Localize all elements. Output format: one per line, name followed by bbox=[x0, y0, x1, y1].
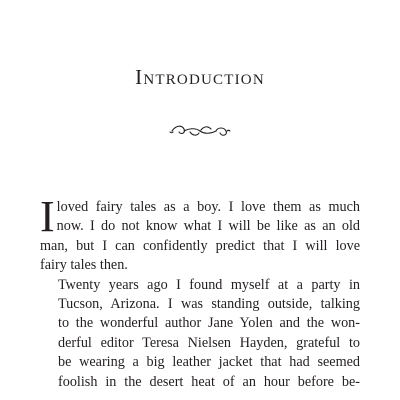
body-text bbox=[40, 192, 360, 392]
text-line: derful editor Teresa Nielsen Hayden, grateful to bbox=[58, 334, 360, 351]
text-line: fairy tales then. bbox=[40, 257, 128, 274]
text-line: to the wonderful author Jane Yolen and the won- bbox=[58, 315, 360, 332]
text-line: man, but I can confidently predict that I will love bbox=[40, 237, 360, 254]
paragraph-1 bbox=[40, 192, 360, 276]
decorative-flourish-icon bbox=[168, 122, 232, 140]
text-line: Tucson, Arizona. I was standing outside, talking bbox=[58, 296, 360, 313]
text-line: Twenty years ago I found myself at a party in bbox=[58, 276, 360, 293]
drop-cap: I bbox=[40, 192, 55, 241]
text-line: loved fairy tales as a boy. I love them as much bbox=[56, 199, 360, 215]
text-line: foolish in the desert heat of an hour before be- bbox=[58, 373, 360, 390]
text-line: now. I do not know what I will be like as an old bbox=[56, 218, 360, 235]
paragraph-2 bbox=[40, 276, 360, 392]
text-line: be wearing a big leather jacket that had seemed bbox=[58, 354, 360, 371]
chapter-title: Introduction bbox=[135, 65, 265, 89]
